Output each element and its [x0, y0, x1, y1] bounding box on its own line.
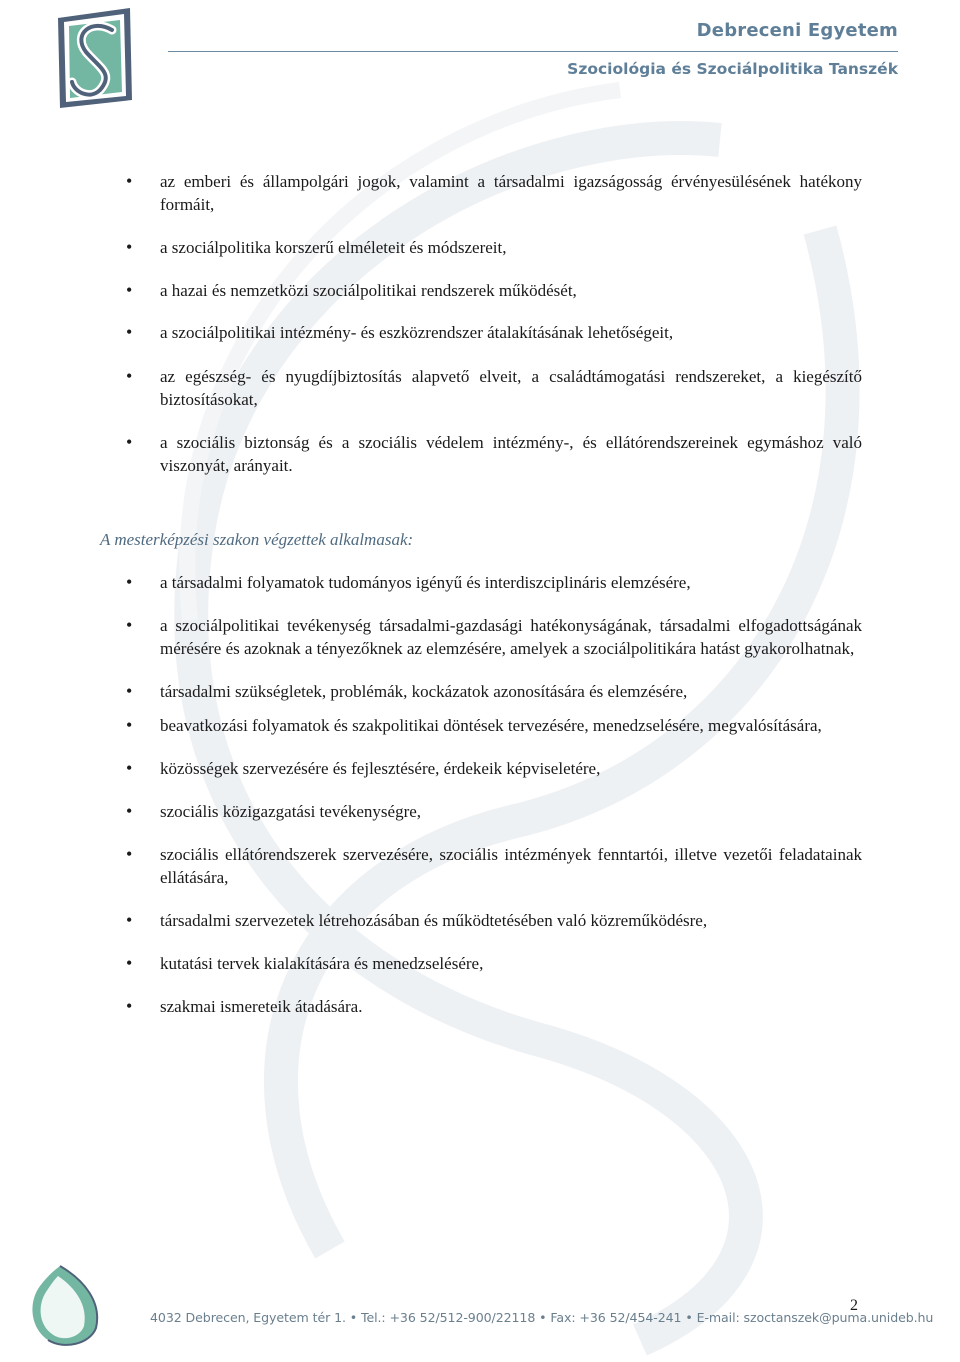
- list-item: • kutatási tervek kialakítására és menedzselésére,: [100, 952, 862, 975]
- list-item: • a szociálpolitikai intézmény- és eszközrendszer átalakításának lehetőségeit,: [100, 321, 862, 344]
- list-item: • az egészség- és nyugdíjbiztosítás alapvető elveit, a családtámogatási rendszereket, a kiegészítő biztosításokat,: [100, 365, 862, 411]
- list-item: • a hazai és nemzetközi szociálpolitikai rendszerek működését,: [100, 279, 862, 302]
- list-item: • az emberi és állampolgári jogok, valamint a társadalmi igazságosság érvényesülésének hatékony formáit,: [100, 170, 862, 216]
- department-name: Szociológia és Szociálpolitika Tanszék: [567, 60, 898, 78]
- department-logo: [52, 4, 138, 114]
- list-item: • a társadalmi folyamatok tudományos igényű és interdiszciplináris elemzésére,: [100, 571, 862, 594]
- university-name: Debreceni Egyetem: [696, 20, 898, 41]
- leaf-logo: [22, 1262, 104, 1352]
- list-item: • közösségek szervezésére és fejlesztésére, érdekeik képviseletére,: [100, 757, 862, 780]
- section-heading: A mesterképzési szakon végzettek alkalmasak:: [100, 530, 414, 549]
- list-item: • beavatkozási folyamatok és szakpolitikai döntések tervezésére, menedzselésére, megvalósítására,: [100, 714, 862, 737]
- list-item: • társadalmi szervezetek létrehozásában és működtetésében való közreműködésre,: [100, 909, 862, 932]
- page-number: 2: [850, 1297, 858, 1314]
- list-item: • a szociális biztonság és a szociális védelem intézmény-, és ellátórendszereinek egymáshoz való viszonyát, arányait.: [100, 431, 862, 477]
- list-item: • szociális ellátórendszerek szervezésére, szociális intézmények fenntartói, illetve vezetői feladatainak ellátására,: [100, 843, 862, 889]
- document-body: [100, 170, 862, 1018]
- competency-list: [100, 571, 862, 1018]
- list-item: • szociális közigazgatási tevékenységre,: [100, 800, 862, 823]
- list-item: • a szociálpolitikai tevékenység társadalmi-gazdasági hatékonyságának, társadalmi elfogadottságának mérésére és azoknak a tényezőknek az elemzésére, amelyek a szociálpolitikára hatást gyakorolhatnak,: [100, 614, 862, 660]
- list-item: • társadalmi szükségletek, problémák, kockázatok azonosítására és elemzésére,: [100, 680, 862, 703]
- knowledge-list: [100, 170, 862, 477]
- list-item: • szakmai ismereteik átadására.: [100, 995, 862, 1018]
- footer-contact: 4032 Debrecen, Egyetem tér 1. • Tel.: +36 52/512-900/22118 • Fax: +36 52/454-241 • E-mail: szoctanszek@puma.unideb.hu: [150, 1310, 934, 1325]
- header-divider: [168, 51, 898, 52]
- page-header: [168, 20, 898, 78]
- list-item: • a szociálpolitika korszerű elméleteit és módszereit,: [100, 236, 862, 259]
